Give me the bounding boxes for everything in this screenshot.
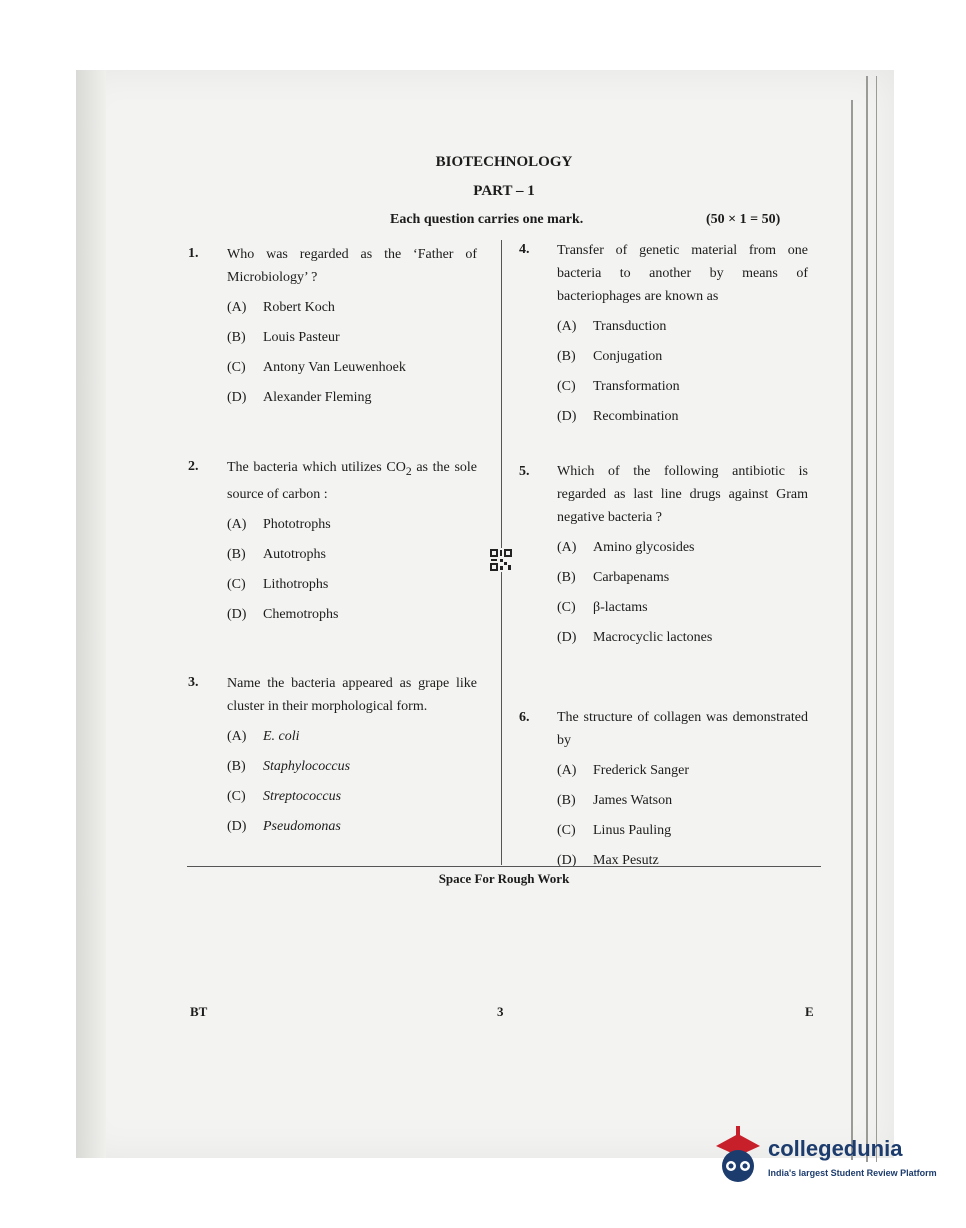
option-text: Phototrophs xyxy=(263,516,331,532)
option-label: (C) xyxy=(557,823,576,838)
question-number: 3. xyxy=(188,675,199,690)
marks-total: (50 × 1 = 50) xyxy=(706,212,781,227)
question-2 xyxy=(227,456,477,626)
graduate-cap-mascot-icon xyxy=(710,1126,766,1186)
option xyxy=(557,760,808,782)
option-text: Alexander Fleming xyxy=(263,390,372,405)
question-text-part: The bacteria which utilizes CO xyxy=(227,460,406,475)
option-text: Antony Van Leuwenhoek xyxy=(263,360,406,375)
option-text: Louis Pasteur xyxy=(263,330,340,345)
option xyxy=(557,346,808,368)
option-text: Streptococcus xyxy=(263,789,342,804)
option xyxy=(227,544,477,566)
option-text: Linus Pauling xyxy=(593,823,672,838)
option-label: (A) xyxy=(227,729,247,744)
option-text: Max Pesutz xyxy=(593,853,659,868)
option xyxy=(227,514,477,536)
option xyxy=(557,537,808,559)
option-label: (A) xyxy=(557,540,577,555)
option xyxy=(557,406,808,428)
brand-watermark xyxy=(710,1126,940,1186)
option xyxy=(557,850,808,872)
qr-code-icon xyxy=(489,548,513,572)
option-text: Transduction xyxy=(593,319,667,334)
option-label: (B) xyxy=(557,793,576,808)
instruction-text: Each question carries one mark. xyxy=(390,212,584,227)
option-label: (A) xyxy=(227,516,247,532)
option-text: Pseudomonas xyxy=(263,819,341,834)
option-label: (D) xyxy=(557,409,577,424)
option-label: (D) xyxy=(227,606,247,622)
question-text: Who was regarded as the ‘Father of Microbiology’ ? xyxy=(227,247,477,285)
binding-line xyxy=(866,76,868,1162)
brand-name: collegedunia xyxy=(768,1136,903,1161)
page-number: 3 xyxy=(497,1004,504,1019)
option xyxy=(227,574,477,596)
option-label: (A) xyxy=(557,319,577,334)
option-label: (C) xyxy=(227,789,246,804)
option xyxy=(227,357,477,379)
option-label: (D) xyxy=(557,630,577,645)
question-3 xyxy=(227,672,477,838)
option-label: (C) xyxy=(227,576,246,592)
option-text: Transformation xyxy=(593,379,680,394)
question-6 xyxy=(557,706,808,872)
question-4 xyxy=(557,239,808,428)
option-text: Carbapenams xyxy=(593,570,670,585)
subject-title: BIOTECHNOLOGY xyxy=(435,154,573,170)
option-text: Recombination xyxy=(593,409,679,424)
option xyxy=(227,297,477,319)
option xyxy=(557,316,808,338)
rough-work-label: Space For Rough Work xyxy=(438,871,570,886)
question-number: 5. xyxy=(519,464,530,479)
option-label: (D) xyxy=(557,853,577,868)
question-text: The structure of collagen was demonstrated by xyxy=(557,710,808,748)
option-label: (D) xyxy=(227,390,247,405)
option xyxy=(557,790,808,812)
question-text: Which of the following antibiotic is regarded as last line drugs against Gram negative bacteria ? xyxy=(557,464,808,525)
option-text: Chemotrophs xyxy=(263,606,339,622)
option-text: Macrocyclic lactones xyxy=(593,630,713,645)
option-label: (B) xyxy=(227,759,246,774)
option-text: Staphylococcus xyxy=(263,759,351,774)
option xyxy=(557,567,808,589)
question-text-part: as the sole source of carbon : xyxy=(227,460,477,502)
option xyxy=(557,376,808,398)
option-label: (D) xyxy=(227,819,247,834)
question-5 xyxy=(557,460,808,649)
option-label: (B) xyxy=(227,330,246,345)
question-text: Name the bacteria appeared as grape like cluster in their morphological form. xyxy=(227,676,477,714)
option-text: Amino glycosides xyxy=(593,540,695,555)
option xyxy=(227,816,477,838)
option xyxy=(557,627,808,649)
option-label: (B) xyxy=(557,570,576,585)
option-label: (A) xyxy=(557,763,577,778)
option-text: E. coli xyxy=(263,729,300,744)
option-label: (C) xyxy=(557,600,576,615)
option-label: (C) xyxy=(557,379,576,394)
question-number: 2. xyxy=(188,459,199,474)
option xyxy=(227,756,477,778)
part-title: PART – 1 xyxy=(473,183,535,199)
bottom-rule xyxy=(187,866,821,867)
sheet-left-edge xyxy=(76,70,106,1158)
option xyxy=(227,726,477,748)
option-text: Autotrophs xyxy=(263,546,326,562)
option-text: Robert Koch xyxy=(263,300,335,315)
option xyxy=(227,327,477,349)
brand-tagline: India's largest Student Review Platform xyxy=(768,1168,937,1178)
option-text: β-lactams xyxy=(593,600,648,615)
footer-code: BT xyxy=(190,1004,208,1019)
option-text: James Watson xyxy=(593,793,673,808)
option-label: (C) xyxy=(227,360,246,375)
subscript: 2 xyxy=(405,464,412,478)
option-text: Frederick Sanger xyxy=(593,763,690,778)
question-number: 4. xyxy=(519,242,530,257)
binding-line xyxy=(851,100,853,1160)
question-text: Transfer of genetic material from one bacteria to another by means of bacteriophages are known as xyxy=(557,243,808,304)
question-text xyxy=(227,456,477,506)
option-label: (A) xyxy=(227,300,247,315)
question-1 xyxy=(227,243,477,409)
question-number: 1. xyxy=(188,246,199,261)
option xyxy=(227,604,477,626)
option xyxy=(557,597,808,619)
option xyxy=(227,387,477,409)
option-label: (B) xyxy=(227,546,246,562)
footer-version: E xyxy=(805,1004,814,1019)
question-number: 6. xyxy=(519,710,530,725)
option-label: (B) xyxy=(557,349,576,364)
binding-line xyxy=(876,76,877,1162)
option xyxy=(227,786,477,808)
option-text: Lithotrophs xyxy=(263,576,329,592)
option xyxy=(557,820,808,842)
option-text: Conjugation xyxy=(593,349,663,364)
